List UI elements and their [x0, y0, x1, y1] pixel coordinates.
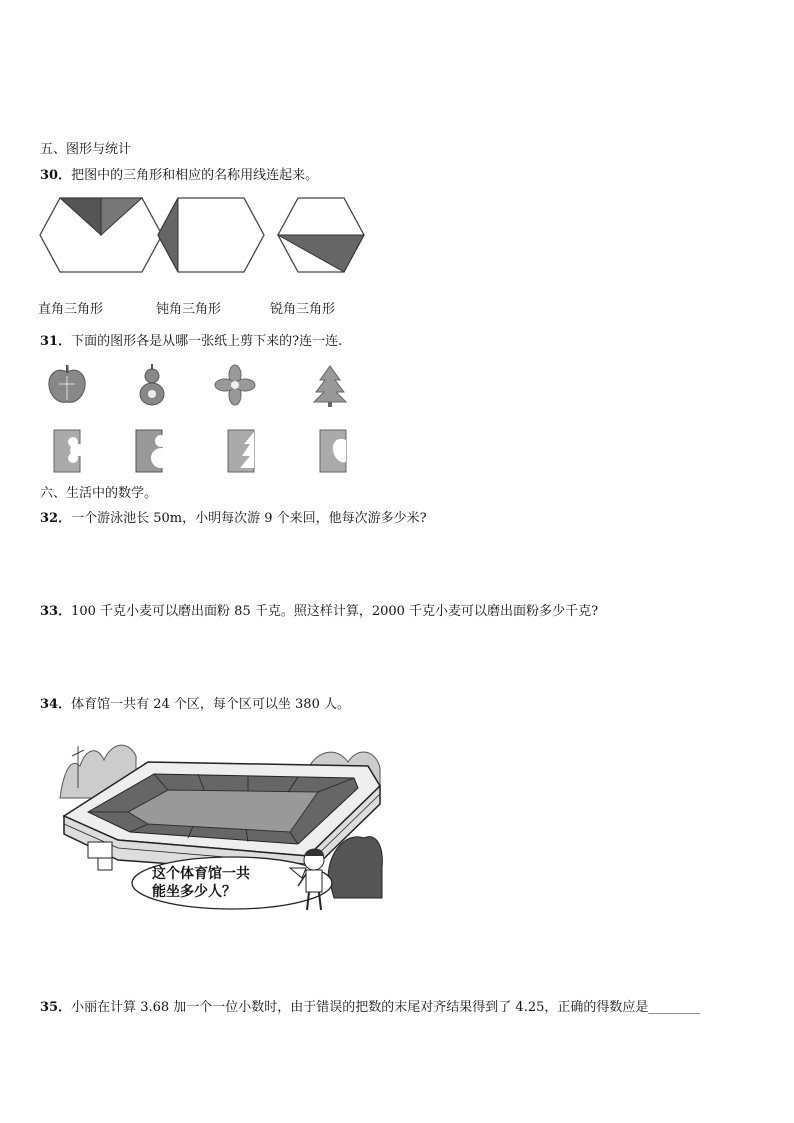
speech-bubble-line-1: 这个体育馆一共 — [152, 866, 250, 882]
question-30 — [40, 168, 318, 184]
hexagon-obtuse-triangle — [158, 198, 264, 272]
question-31-number: 31． — [40, 334, 72, 349]
label-right-triangle: 直角三角形 — [38, 302, 104, 317]
question-33-number: 33． — [40, 604, 72, 619]
flower-icon — [215, 365, 255, 405]
question-34-text: 体育馆一共有 24 个区，每个区可以坐 380 人。 — [71, 697, 350, 712]
question-34-number: 34． — [40, 697, 72, 712]
cut-paper-row — [40, 428, 360, 476]
question-32-number: 32． — [40, 511, 72, 526]
question-34 — [40, 697, 350, 713]
tree-icon — [314, 366, 346, 407]
paper-with-gourd-cut-icon — [136, 430, 171, 472]
label-acute-triangle: 锐角三角形 — [270, 302, 336, 317]
question-31 — [40, 334, 342, 350]
hexagon-acute-triangle — [278, 198, 364, 272]
gourd-icon — [140, 364, 164, 405]
section-6-title: 六、生活中的数学。 — [40, 486, 158, 501]
question-33 — [40, 604, 598, 620]
question-30-text: 把图中的三角形和相应的名称用线连起来。 — [71, 168, 319, 183]
paper-with-flower-cut-icon — [54, 430, 86, 472]
question-33-text: 100 千克小麦可以磨出面粉 85 千克。照这样计算，2000 千克小麦可以磨出面粉多少千克? — [71, 604, 599, 619]
question-35-text: 小丽在计算 3.68 加一个一位小数时，由于错误的把数的末尾对齐结果得到了 4.25，正确的得数应是 — [71, 1000, 649, 1015]
question-31-text: 下面的图形各是从哪一张纸上剪下来的?连一连. — [71, 334, 343, 349]
apple-icon — [49, 365, 85, 402]
answer-blank[interactable]: ________ — [648, 1000, 701, 1015]
speech-bubble — [132, 857, 332, 909]
paper-with-tree-cut-icon — [228, 430, 254, 472]
question-32-text: 一个游泳池长 50m，小明每次游 9 个来回，他每次游多少米? — [71, 511, 427, 526]
hexagon-triangles-figure — [38, 195, 368, 277]
speech-bubble-line-2: 能坐多少人？ — [152, 884, 236, 900]
cutout-shapes-row — [40, 362, 360, 410]
hexagon-right-triangle — [40, 198, 162, 272]
question-32 — [40, 511, 427, 527]
question-35-number: 35． — [40, 1000, 72, 1015]
label-obtuse-triangle: 钝角三角形 — [156, 302, 222, 317]
section-5-title: 五、图形与统计 — [40, 142, 132, 157]
question-35 — [40, 1000, 700, 1016]
paper-with-apple-cut-icon — [320, 430, 346, 472]
question-30-number: 30． — [40, 168, 72, 183]
